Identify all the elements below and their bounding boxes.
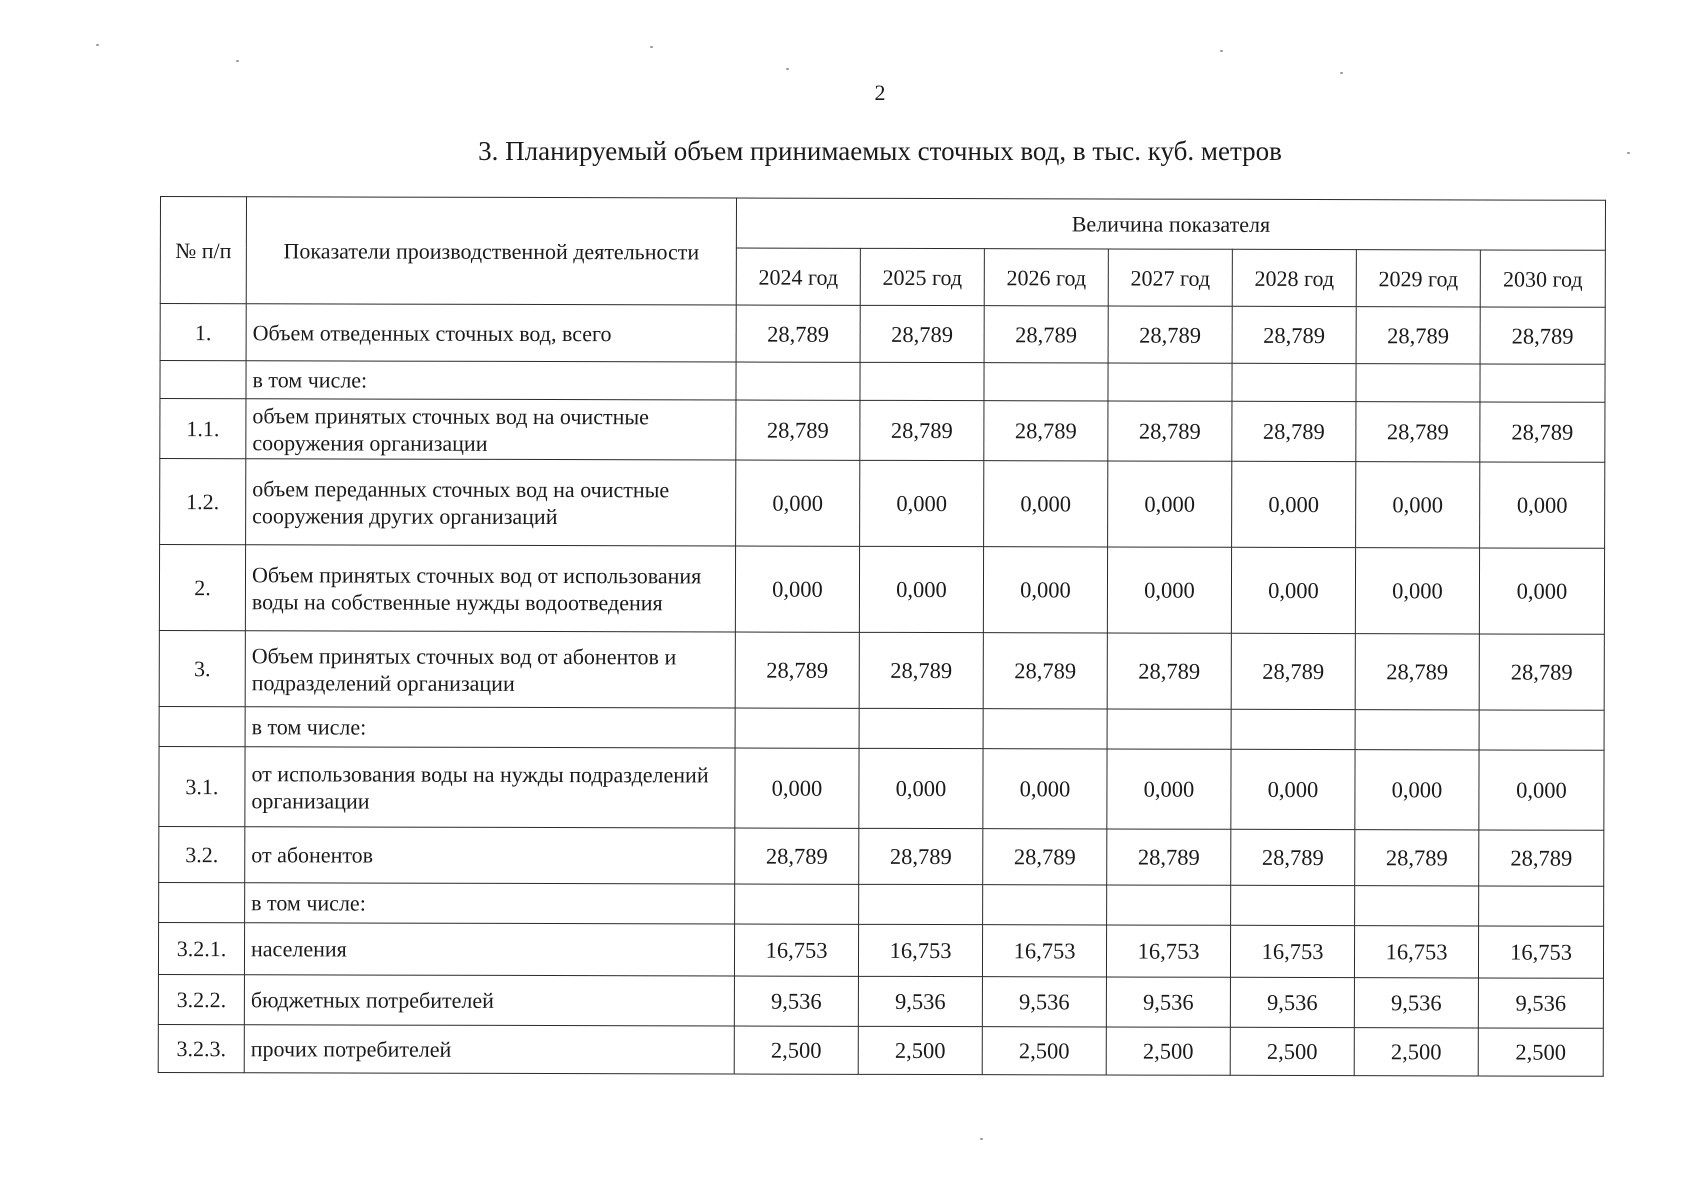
value-cell: 9,536 <box>1354 978 1478 1028</box>
value-cell: 28,789 <box>1355 830 1479 886</box>
table-row <box>158 922 1603 978</box>
value-cell: 0,000 <box>860 460 984 546</box>
value-cell: 2,500 <box>1230 1027 1354 1075</box>
table-row <box>160 361 1605 403</box>
value-cell: 0,000 <box>1107 547 1231 633</box>
value-cell <box>860 362 984 400</box>
table-row <box>158 1024 1603 1076</box>
value-cell: 9,536 <box>1478 978 1603 1028</box>
value-cell: 28,789 <box>1107 633 1231 709</box>
header-row-number: № п/п <box>160 197 246 304</box>
row-number: 3.2.3. <box>158 1024 244 1072</box>
row-number: 1.1. <box>160 399 246 459</box>
value-cell <box>736 362 860 400</box>
table-row <box>159 882 1604 926</box>
row-label: Объем принятых сточных вод от абонентов и подразделений организации <box>245 631 735 708</box>
row-number <box>159 706 245 746</box>
value-cell <box>1479 886 1604 926</box>
value-cell: 28,789 <box>1480 402 1605 462</box>
value-cell: 2,500 <box>1478 1028 1603 1076</box>
value-cell: 2,500 <box>1354 1028 1478 1076</box>
value-cell: 0,000 <box>1108 461 1232 547</box>
scan-speck <box>1340 72 1343 74</box>
scan-speck <box>96 44 99 46</box>
value-cell: 28,789 <box>1356 307 1480 364</box>
value-cell: 9,536 <box>1230 977 1354 1027</box>
row-number: 1. <box>160 304 246 361</box>
value-cell: 16,753 <box>858 924 982 976</box>
value-cell: 16,753 <box>1478 926 1603 978</box>
value-cell: 28,789 <box>1108 401 1232 461</box>
value-cell: 0,000 <box>1355 750 1479 830</box>
value-cell: 2,500 <box>734 1026 858 1074</box>
value-cell: 28,789 <box>1231 829 1355 885</box>
value-cell: 28,789 <box>1232 401 1356 461</box>
table-row <box>159 706 1604 750</box>
value-cell <box>1231 885 1355 925</box>
value-cell: 0,000 <box>736 460 860 546</box>
row-number <box>159 882 245 922</box>
row-number: 3.2.2. <box>158 974 244 1024</box>
value-cell: 2,500 <box>1106 1027 1230 1075</box>
row-label: Объем отведенных сточных вод, всего <box>246 304 736 362</box>
value-cell: 28,789 <box>983 633 1107 709</box>
value-cell <box>1355 710 1479 750</box>
value-cell: 28,789 <box>735 632 859 708</box>
document-title: 3. Планируемый объем принимаемых сточных вод, в тыс. куб. метров <box>478 136 1282 166</box>
value-cell: 28,789 <box>1480 307 1605 364</box>
value-cell: 16,753 <box>1106 925 1230 977</box>
value-cell <box>735 884 859 924</box>
scan-speck <box>1220 50 1223 52</box>
value-cell <box>1232 363 1356 401</box>
row-label: объем переданных сточных вод на очистные сооружения других организаций <box>246 459 736 546</box>
row-number: 3.2.1. <box>158 922 244 974</box>
value-cell: 28,789 <box>1356 402 1480 462</box>
value-cell: 9,536 <box>1106 977 1230 1027</box>
header-indicator: Показатели производственной деятельности <box>246 197 736 305</box>
header-year: 2027 год <box>1108 249 1232 306</box>
value-cell: 28,789 <box>1231 633 1355 709</box>
value-cell: 28,789 <box>859 828 983 884</box>
table-row <box>160 459 1605 549</box>
value-cell: 0,000 <box>1356 462 1480 548</box>
value-cell: 28,789 <box>1479 634 1604 710</box>
row-label: в том числе: <box>245 707 735 748</box>
value-cell: 9,536 <box>734 976 858 1026</box>
scan-speck <box>236 60 239 62</box>
value-cell: 16,753 <box>1230 925 1354 977</box>
row-label: в том числе: <box>245 883 735 924</box>
row-label: от использования воды на нужды подразделений организации <box>245 747 735 828</box>
value-cell: 28,789 <box>860 305 984 362</box>
value-cell: 28,789 <box>983 829 1107 885</box>
value-cell: 28,789 <box>735 828 859 884</box>
header-year: 2029 год <box>1356 250 1480 307</box>
row-number: 1.2. <box>160 459 246 545</box>
value-cell: 0,000 <box>984 461 1108 547</box>
header-year: 2024 год <box>736 248 860 305</box>
value-cell: 0,000 <box>859 748 983 828</box>
row-number: 3. <box>159 630 245 706</box>
row-number: 2. <box>159 545 245 631</box>
value-cell <box>983 885 1107 925</box>
value-cell: 16,753 <box>734 924 858 976</box>
value-cell: 28,789 <box>1107 829 1231 885</box>
value-cell: 0,000 <box>1479 548 1604 634</box>
value-cell: 0,000 <box>1231 749 1355 829</box>
table-row <box>159 630 1604 710</box>
value-cell <box>984 363 1108 401</box>
value-cell: 28,789 <box>736 400 860 460</box>
scan-speck <box>980 1138 983 1140</box>
header-year: 2030 год <box>1480 250 1605 307</box>
scan-speck <box>786 68 789 70</box>
row-number: 3.2. <box>159 826 245 882</box>
value-cell: 0,000 <box>1479 750 1604 830</box>
value-cell: 16,753 <box>1354 926 1478 978</box>
header-value-group: Величина показателя <box>736 198 1605 250</box>
value-cell: 0,000 <box>1231 547 1355 633</box>
row-number: 3.1. <box>159 746 245 826</box>
wastewater-volume-table <box>158 196 1606 1077</box>
value-cell: 0,000 <box>859 546 983 632</box>
value-cell: 0,000 <box>1355 548 1479 634</box>
value-cell <box>1480 364 1605 402</box>
value-cell: 9,536 <box>982 977 1106 1027</box>
table-row <box>159 746 1604 830</box>
value-cell: 0,000 <box>983 749 1107 829</box>
value-cell <box>1479 710 1604 750</box>
value-cell: 28,789 <box>1355 634 1479 710</box>
value-cell <box>735 708 859 748</box>
value-cell: 0,000 <box>983 547 1107 633</box>
value-cell <box>1107 885 1231 925</box>
scan-speck <box>650 46 653 48</box>
row-label: бюджетных потребителей <box>244 975 734 1026</box>
table-row <box>160 399 1605 463</box>
row-number <box>160 361 246 399</box>
scan-speck <box>1627 152 1630 154</box>
row-label: прочих потребителей <box>244 1025 734 1074</box>
value-cell: 28,789 <box>984 306 1108 363</box>
value-cell: 0,000 <box>735 546 859 632</box>
value-cell <box>859 708 983 748</box>
value-cell: 16,753 <box>982 925 1106 977</box>
table-row <box>158 974 1603 1028</box>
table-row <box>159 826 1604 886</box>
row-label: объем принятых сточных вод на очистные сооружения организации <box>246 399 736 460</box>
value-cell: 28,789 <box>736 305 860 362</box>
value-cell: 0,000 <box>1107 749 1231 829</box>
row-label: от абонентов <box>245 827 735 884</box>
value-cell: 0,000 <box>1480 462 1605 548</box>
value-cell <box>1107 709 1231 749</box>
value-cell: 2,500 <box>982 1027 1106 1075</box>
header-year: 2028 год <box>1232 249 1356 306</box>
value-cell: 28,789 <box>859 632 983 708</box>
value-cell: 28,789 <box>1232 306 1356 363</box>
page-number: 2 <box>874 80 886 105</box>
value-cell: 28,789 <box>860 400 984 460</box>
row-label: в том числе: <box>246 361 736 400</box>
row-label: Объем принятых сточных вод от использования воды на собственные нужды водоотведения <box>245 545 735 632</box>
value-cell: 28,789 <box>1108 306 1232 363</box>
value-cell <box>859 884 983 924</box>
header-year: 2026 год <box>984 249 1108 306</box>
table-row <box>160 304 1605 365</box>
value-cell <box>1355 886 1479 926</box>
value-cell: 2,500 <box>858 1026 982 1074</box>
table-container <box>158 196 1605 1077</box>
value-cell: 0,000 <box>735 748 859 828</box>
value-cell <box>983 709 1107 749</box>
value-cell <box>1108 363 1232 401</box>
value-cell: 28,789 <box>984 401 1108 461</box>
value-cell: 28,789 <box>1479 830 1604 886</box>
header-year: 2025 год <box>860 248 984 305</box>
value-cell: 9,536 <box>858 976 982 1026</box>
value-cell <box>1231 709 1355 749</box>
value-cell <box>1356 364 1480 402</box>
row-label: населения <box>244 923 734 976</box>
table-row <box>159 545 1604 635</box>
value-cell: 0,000 <box>1232 461 1356 547</box>
